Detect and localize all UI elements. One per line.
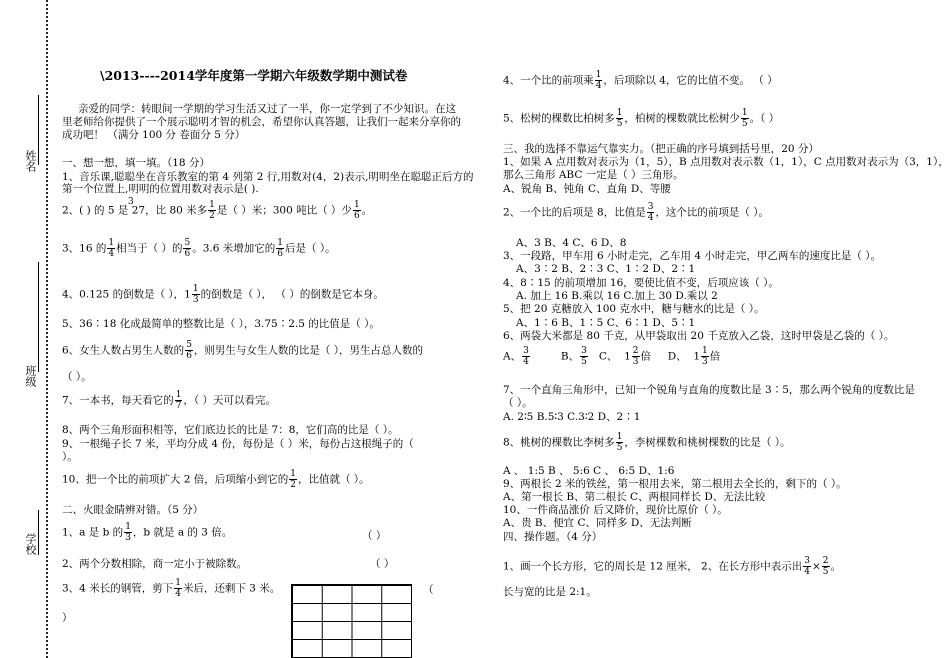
choice-3: 3、一段路，甲车用 6 小时走完，乙车用 4 小时走完，甲乙两车的速度比是（ ）。 — [503, 250, 881, 262]
choice-5: 5、把 20 克糖放入 100 克水中，糖与糖水的比是（ ）。 — [503, 303, 765, 315]
class-blank[interactable] — [38, 262, 39, 372]
section-3-heading: 三、我的选择不靠运气靠实力。（把正确的序号填到括号里，20 分） — [503, 143, 819, 155]
choice-2-options: A、3 B、4 C、6 D、8 — [516, 237, 627, 249]
question-10: 10、把一个比的前项扩大 2 倍，后项缩小到它的 $\frac{1}{2}$ ，比值就（ ）。 — [62, 469, 370, 490]
school-label: 学校 — [24, 533, 37, 555]
fraction: $\frac{1}{4}$ — [175, 578, 181, 599]
fraction: $\frac{1}{4}$ — [595, 70, 602, 91]
fraction: $\frac{1}{7}$ — [175, 390, 182, 411]
question-7: 7、一本书，每天看它的 $\frac{1}{7}$ ，（ ）天可以看完。 — [62, 390, 277, 411]
section-2-heading: 二、火眼金睛辨对错。（5 分） — [62, 504, 204, 516]
fraction: $\frac{1}{3}$ — [192, 284, 199, 305]
question-8: 8、两个三角形面积相等，它们底边长的比是 7：8，它们高的比是（ ）。 — [62, 424, 399, 436]
choice-9-options: A、第一根长 B、第二根长 C、两根同样长 D、无法比较 — [503, 491, 766, 503]
question-6: 6、女生人数占男生人数的 $\frac{5}{6}$ ，则男生与女生人数的比是（ ），男生占总人数的 — [62, 340, 424, 361]
choice-9: 9、两根长 2 米的铁丝，第一根用去米，第二根用去全长的，剩下的（ ）。 — [503, 478, 847, 490]
choice-8: 8、桃树的棵数比李树多 $\frac{1}{5}$ ，李树棵数和桃树棵数的比是（ ）。 — [503, 432, 791, 453]
choice-1-options: A、锐角 B、钝角 C、直角 D、等腰 — [503, 183, 671, 195]
q2-superscript: 3 — [128, 197, 134, 207]
fraction: $\frac{5}{6}$ — [186, 340, 192, 361]
fraction: $\frac{1}{4}$ — [108, 238, 115, 259]
choice-8-options: A 、 1:5 B 、 5:6 C 、 6:5 D、1:6 — [503, 465, 675, 477]
section-4-heading: 四、操作题。（4 分） — [503, 531, 603, 543]
class-label: 班级 — [24, 365, 37, 387]
fraction: $\frac{3}{5}$ — [581, 346, 587, 367]
judge-1-paren: （ ） — [362, 530, 387, 542]
judge-3-paren-close: ） — [62, 612, 73, 624]
operation-1: 1、画一个长方形，它的周长是 12 厘米， 2、在长方形中表示出 $\frac{3}{4}$ × $\frac{2}{5}$ 。 — [503, 556, 842, 577]
judge-3-paren-open: （ — [423, 584, 434, 596]
question-6-tail: （ ）。 — [62, 371, 92, 383]
choice-6-options: A、 $\frac{3}{4}$ B、 $\frac{3}{5}$ C、 1 $\frac{2}{3}$ 倍 D、 1 $\frac{1}{3}$ 倍 — [503, 346, 721, 367]
question-9-line-2: ）。 — [62, 451, 78, 463]
fraction: $\frac{1}{6}$ — [353, 200, 360, 221]
fraction: $\frac{2}{5}$ — [822, 556, 829, 577]
judge-1: 1、a 是 b 的 $\frac{1}{3}$ ，b 就是 a 的 3 倍。 — [62, 522, 233, 543]
q1-line-2: 第一个位置上,明明的位置用数对表示是( ). — [62, 183, 259, 195]
question-9-line-1: 9、一根绳子长 7 米，平均分成 4 份，每份是（ ）米，每份占这根绳子的（ — [62, 438, 414, 450]
fraction: $\frac{1}{6}$ — [277, 238, 283, 259]
page-title: \2013----2014学年度第一学期六年级数学期中测试卷 — [100, 68, 408, 83]
fraction: $\frac{3}{4}$ — [804, 556, 810, 577]
question-3: 3、16 的 $\frac{1}{4}$ 相当于（ ）的 $\frac{5}{6}$ 。3.6 米增加它的 $\frac{1}{6}$ 后是（ ）。 — [62, 238, 336, 259]
fraction: $\frac{1}{2}$ — [290, 469, 296, 490]
question-5: 5、36∶18 化成最简单的整数比是（ ），3.75∶2.5 的比值是（ ）。 — [62, 318, 380, 330]
choice-7-options: A. 2∶5 B.5∶3 C.3∶2 D、2∶1 — [503, 411, 641, 423]
judge-2: 2、两个分数相除，商一定小于被除数。 — [62, 558, 248, 570]
drawing-grid[interactable] — [291, 584, 412, 658]
judge-3: 3、4 米长的钢管，剪下 $\frac{1}{4}$ 米后，还剩下 3 米。 — [62, 578, 281, 599]
intro-line-1: 亲爱的同学：转眼间一学期的学习生活又过了一半，你一定学到了不少知识。在这 — [78, 103, 456, 115]
choice-5-options: A、1∶6 B、1∶5 C、6∶1 D、5∶1 — [516, 317, 696, 329]
section-1-heading: 一、想一想，填一填。（18 分） — [62, 157, 210, 169]
choice-1-line-2: 那么三角形 ABC 一定是（ ）三角形。 — [503, 169, 684, 181]
choice-4: 4、8∶15 的前项增加 16，要使比值不变，后项应该（ ）。 — [503, 277, 779, 289]
name-blank[interactable] — [38, 95, 39, 165]
fraction: $\frac{2}{3}$ — [632, 346, 639, 367]
operation-1-line-2: 长与宽的比是 2:1。 — [503, 586, 597, 598]
choice-10: 10、一件商品涨价 后又降价，现价比原价（ ）。 — [503, 504, 728, 516]
judge-4: 4、一个比的前项乘 $\frac{1}{4}$ ，后项除以 4，它的比值不变。 （ ） — [503, 70, 778, 91]
choice-3-options: A、3∶2 B、2∶3 C、1∶2 D、2∶1 — [516, 263, 696, 275]
choice-7-line-2: （ ）。 — [503, 397, 533, 409]
school-blank[interactable] — [38, 510, 39, 555]
fraction: $\frac{1}{5}$ — [741, 108, 748, 129]
choice-7-line-1: 7、一个直角三角形中，已知一个锐角与直角的度数比是 3∶5，那么两个锐角的度数比是 — [503, 384, 915, 396]
fraction: $\frac{1}{3}$ — [125, 522, 131, 543]
q1-line-1: 1、音乐课,聪聪坐在音乐教室的第 4 列第 2 行,用数对(4，2)表示,明明坐在聪聪正后方的 — [62, 171, 474, 183]
judge-2-paren: （ ） — [370, 558, 395, 570]
fraction: $\frac{1}{3}$ — [702, 346, 708, 367]
intro-line-2: 里老师给你提供了一个展示聪明才智的机会，希望你认真答题，让我们一起来分享你的 — [62, 116, 461, 128]
binding-dotted-line — [46, 0, 48, 658]
choice-2: 2、一个比的后项是 8，比值是 $\frac{3}{4}$ ，这个比的前项是（ ）。 — [503, 202, 770, 223]
binding-margin — [0, 0, 60, 658]
fraction: $\frac{1}{2}$ — [209, 200, 215, 221]
choice-1-line-1: 1、如果 A 点用数对表示为（1，5），B 点用数对表示数（1，1），C 点用数对表示为（3，1）， — [503, 156, 949, 168]
judge-5: 5、松树的棵数比柏树多 $\frac{1}{5}$ ，柏树的棵数就比松树少 $\frac{1}{5}$ 。（ ） — [503, 108, 780, 129]
question-4: 4、0.125 的倒数是（ ），1 $\frac{1}{3}$ 的倒数是（ ）， （ ）的倒数是它本身。 — [62, 284, 384, 305]
fraction: $\frac{1}{5}$ — [616, 432, 623, 453]
name-label: 姓名 — [24, 150, 37, 172]
fraction: $\frac{3}{4}$ — [647, 202, 654, 223]
fraction: $\frac{3}{4}$ — [523, 346, 529, 367]
question-2: 2、( ) 的 5 是 27，比 80 米多 $\frac{1}{2}$ 是（ ）米；300 吨比（ ）少 $\frac{1}{6}$ 。 — [62, 200, 373, 221]
fraction: $\frac{1}{5}$ — [616, 108, 623, 129]
fraction: $\frac{5}{6}$ — [184, 238, 191, 259]
intro-line-3: 成功吧！ （满分 100 分 卷面分 5 分） — [62, 129, 246, 141]
choice-4-options: A. 加上 16 B.乘以 16 C.加上 30 D.乘以 2 — [516, 290, 718, 302]
choice-6: 6、两袋大米都是 80 千克，从甲袋取出 20 千克放入乙袋，这时甲袋是乙袋的（ ）。 — [503, 330, 895, 342]
choice-10-options: A、贵 B、便宜 C、同样多 D、无法判断 — [503, 517, 692, 529]
